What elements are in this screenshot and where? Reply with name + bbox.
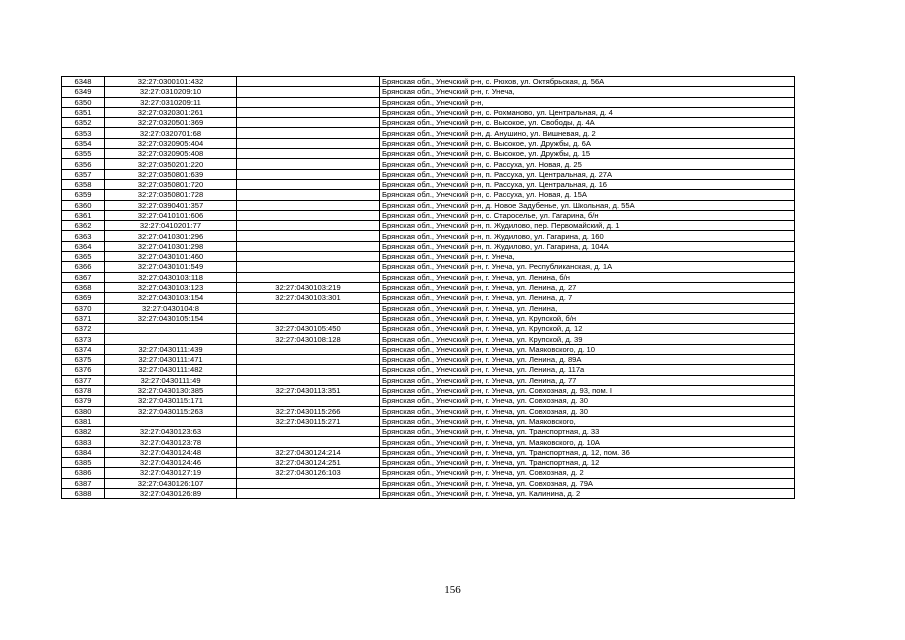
address-cell: Брянская обл., Унечский р-н, г. Унеча, ул. Совхозная, д. 30 [380,396,795,406]
address-cell: Брянская обл., Унечский р-н, г. Унеча, ул. Ленина, д. 27 [380,282,795,292]
secondary-cadastral-number-cell [237,272,380,282]
row-number-cell: 6356 [62,159,105,169]
cadastral-number-cell [105,324,237,334]
secondary-cadastral-number-cell: 32:27:0430124:251 [237,457,380,467]
cadastral-number-cell: 32:27:0300101:432 [105,77,237,87]
table-row [62,149,795,159]
table-row [62,396,795,406]
row-number-cell: 6365 [62,252,105,262]
row-number-cell: 6387 [62,478,105,488]
row-number-cell: 6381 [62,416,105,426]
secondary-cadastral-number-cell [237,437,380,447]
address-cell: Брянская обл., Унечский р-н, п. Рассуха, ул. Центральная, д. 16 [380,179,795,189]
row-number-cell: 6366 [62,262,105,272]
secondary-cadastral-number-cell [237,159,380,169]
cadastral-number-cell: 32:27:0410201:77 [105,221,237,231]
table-row [62,210,795,220]
secondary-cadastral-number-cell [237,375,380,385]
table-row [62,488,795,498]
row-number-cell: 6386 [62,468,105,478]
row-number-cell: 6350 [62,97,105,107]
secondary-cadastral-number-cell [237,169,380,179]
row-number-cell: 6380 [62,406,105,416]
table-row [62,334,795,344]
row-number-cell: 6352 [62,118,105,128]
table-row [62,313,795,323]
table-row [62,118,795,128]
table-row [62,169,795,179]
cadastral-number-cell: 32:27:0430124:46 [105,457,237,467]
row-number-cell: 6363 [62,231,105,241]
cadastral-number-cell: 32:27:0350801:728 [105,190,237,200]
cadastral-number-cell: 32:27:0430103:123 [105,282,237,292]
row-number-cell: 6385 [62,457,105,467]
cadastral-number-cell: 32:27:0430127:19 [105,468,237,478]
table-row [62,97,795,107]
table-row [62,437,795,447]
table-row [62,200,795,210]
row-number-cell: 6369 [62,293,105,303]
cadastral-number-cell: 32:27:0430123:63 [105,427,237,437]
cadastral-number-cell: 32:27:0430111:49 [105,375,237,385]
table-row [62,468,795,478]
table-row [62,252,795,262]
address-cell: Брянская обл., Унечский р-н, г. Унеча, [380,252,795,262]
secondary-cadastral-number-cell [237,97,380,107]
registry-table [61,76,795,499]
cadastral-number-cell: 32:27:0430111:439 [105,344,237,354]
table-row [62,416,795,426]
table-row [62,324,795,334]
cadastral-number-cell: 32:27:0430124:48 [105,447,237,457]
cadastral-number-cell: 32:27:0410301:298 [105,241,237,251]
table-row [62,138,795,148]
address-cell: Брянская обл., Унечский р-н, с. Рохманово, ул. Центральная, д. 4 [380,107,795,117]
secondary-cadastral-number-cell [237,77,380,87]
row-number-cell: 6371 [62,313,105,323]
table-row [62,87,795,97]
table-row [62,293,795,303]
secondary-cadastral-number-cell [237,149,380,159]
row-number-cell: 6353 [62,128,105,138]
cadastral-number-cell: 32:27:0320905:404 [105,138,237,148]
cadastral-number-cell: 32:27:0350201:220 [105,159,237,169]
table-row [62,385,795,395]
table-row [62,355,795,365]
row-number-cell: 6348 [62,77,105,87]
cadastral-number-cell: 32:27:0430123:78 [105,437,237,447]
address-cell: Брянская обл., Унечский р-н, [380,97,795,107]
row-number-cell: 6382 [62,427,105,437]
cadastral-number-cell: 32:27:0430130:385 [105,385,237,395]
secondary-cadastral-number-cell: 32:27:0430108:128 [237,334,380,344]
cadastral-number-cell: 32:27:0430115:263 [105,406,237,416]
cadastral-number-cell [105,334,237,344]
address-cell: Брянская обл., Унечский р-н, с. Рассуха, ул. Новая, д. 15А [380,190,795,200]
table-row [62,272,795,282]
secondary-cadastral-number-cell [237,427,380,437]
address-cell: Брянская обл., Унечский р-н, г. Унеча, ул. Совхозная, д. 30 [380,406,795,416]
table-row [62,221,795,231]
secondary-cadastral-number-cell [237,303,380,313]
cadastral-number-cell: 32:27:0410301:296 [105,231,237,241]
cadastral-number-cell: 32:27:0430101:460 [105,252,237,262]
row-number-cell: 6367 [62,272,105,282]
row-number-cell: 6351 [62,107,105,117]
cadastral-number-cell: 32:27:0430101:549 [105,262,237,272]
table-row [62,282,795,292]
secondary-cadastral-number-cell [237,221,380,231]
address-cell: Брянская обл., Унечский р-н, д. Анушино, ул. Вишневая, д. 2 [380,128,795,138]
cadastral-number-cell [105,416,237,426]
cadastral-number-cell: 32:27:0430103:154 [105,293,237,303]
cadastral-number-cell: 32:27:0430126:107 [105,478,237,488]
row-number-cell: 6358 [62,179,105,189]
address-cell: Брянская обл., Унечский р-н, г. Унеча, ул. Ленина, б/н [380,272,795,282]
registry-table-body [62,77,795,499]
row-number-cell: 6354 [62,138,105,148]
cadastral-number-cell: 32:27:0390401:357 [105,200,237,210]
secondary-cadastral-number-cell [237,128,380,138]
address-cell: Брянская обл., Унечский р-н, г. Унеча, ул. Ленина, д. 7 [380,293,795,303]
address-cell: Брянская обл., Унечский р-н, г. Унеча, ул. Транспортная, д. 12, пом. 36 [380,447,795,457]
secondary-cadastral-number-cell [237,210,380,220]
address-cell: Брянская обл., Унечский р-н, с. Староселье, ул. Гагарина, б/н [380,210,795,220]
secondary-cadastral-number-cell [237,241,380,251]
table-row [62,77,795,87]
address-cell: Брянская обл., Унечский р-н, г. Унеча, ул. Транспортная, д. 12 [380,457,795,467]
row-number-cell: 6359 [62,190,105,200]
address-cell: Брянская обл., Унечский р-н, с. Высокое, ул. Дружбы, д. 6А [380,138,795,148]
row-number-cell: 6349 [62,87,105,97]
cadastral-number-cell: 32:27:0350801:639 [105,169,237,179]
secondary-cadastral-number-cell [237,344,380,354]
secondary-cadastral-number-cell: 32:27:0430126:103 [237,468,380,478]
row-number-cell: 6361 [62,210,105,220]
page-number: 156 [444,584,461,596]
secondary-cadastral-number-cell [237,488,380,498]
row-number-cell: 6375 [62,355,105,365]
row-number-cell: 6384 [62,447,105,457]
cadastral-number-cell: 32:27:0320905:408 [105,149,237,159]
address-cell: Брянская обл., Унечский р-н, г. Унеча, ул. Республиканская, д. 1А [380,262,795,272]
secondary-cadastral-number-cell [237,355,380,365]
address-cell: Брянская обл., Унечский р-н, г. Унеча, ул. Ленина, д. 89А [380,355,795,365]
secondary-cadastral-number-cell: 32:27:0430103:301 [237,293,380,303]
cadastral-number-cell: 32:27:0320501:369 [105,118,237,128]
address-cell: Брянская обл., Унечский р-н, п. Жудилово, ул. Гагарина, д. 160 [380,231,795,241]
secondary-cadastral-number-cell: 32:27:0430124:214 [237,447,380,457]
cadastral-number-cell: 32:27:0310209:10 [105,87,237,97]
address-cell: Брянская обл., Унечский р-н, п. Рассуха, ул. Центральная, д. 27А [380,169,795,179]
table-row [62,375,795,385]
secondary-cadastral-number-cell [237,87,380,97]
secondary-cadastral-number-cell [237,478,380,488]
cadastral-number-cell: 32:27:0430103:118 [105,272,237,282]
row-number-cell: 6368 [62,282,105,292]
cadastral-number-cell: 32:27:0430111:471 [105,355,237,365]
table-row [62,159,795,169]
table-row [62,447,795,457]
secondary-cadastral-number-cell [237,179,380,189]
secondary-cadastral-number-cell: 32:27:0430115:266 [237,406,380,416]
secondary-cadastral-number-cell [237,107,380,117]
secondary-cadastral-number-cell [237,190,380,200]
address-cell: Брянская обл., Унечский р-н, г. Унеча, ул. Калинина, д. 2 [380,488,795,498]
secondary-cadastral-number-cell [237,200,380,210]
secondary-cadastral-number-cell: 32:27:0430115:271 [237,416,380,426]
table-row [62,262,795,272]
secondary-cadastral-number-cell [237,118,380,128]
secondary-cadastral-number-cell: 32:27:0430103:219 [237,282,380,292]
address-cell: Брянская обл., Унечский р-н, г. Унеча, ул. Совхозная, д. 2 [380,468,795,478]
table-row [62,190,795,200]
address-cell: Брянская обл., Унечский р-н, д. Новое Задубенье, ул. Школьная, д. 55А [380,200,795,210]
secondary-cadastral-number-cell: 32:27:0430105:450 [237,324,380,334]
address-cell: Брянская обл., Унечский р-н, г. Унеча, ул. Совхозная, д. 79А [380,478,795,488]
table-row [62,478,795,488]
cadastral-number-cell: 32:27:0350801:720 [105,179,237,189]
address-cell: Брянская обл., Унечский р-н, г. Унеча, ул. Крупской, д. 12 [380,324,795,334]
cadastral-number-cell: 32:27:0430105:154 [105,313,237,323]
cadastral-number-cell: 32:27:0430126:89 [105,488,237,498]
table-row [62,344,795,354]
cadastral-number-cell: 32:27:0320701:68 [105,128,237,138]
address-cell: Брянская обл., Унечский р-н, с. Высокое, ул. Свободы, д. 4А [380,118,795,128]
row-number-cell: 6370 [62,303,105,313]
address-cell: Брянская обл., Унечский р-н, п. Жудилово, ул. Гагарина, д. 104А [380,241,795,251]
row-number-cell: 6378 [62,385,105,395]
table-row [62,179,795,189]
row-number-cell: 6362 [62,221,105,231]
row-number-cell: 6374 [62,344,105,354]
address-cell: Брянская обл., Унечский р-н, г. Унеча, ул. Транспортная, д. 33 [380,427,795,437]
secondary-cadastral-number-cell [237,231,380,241]
table-row [62,128,795,138]
table-row [62,457,795,467]
address-cell: Брянская обл., Унечский р-н, с. Высокое, ул. Дружбы, д. 15 [380,149,795,159]
cadastral-number-cell: 32:27:0430111:482 [105,365,237,375]
address-cell: Брянская обл., Унечский р-н, г. Унеча, [380,87,795,97]
address-cell: Брянская обл., Унечский р-н, г. Унеча, ул. Ленина, [380,303,795,313]
table-row [62,427,795,437]
row-number-cell: 6379 [62,396,105,406]
address-cell: Брянская обл., Унечский р-н, п. Жудилово, пер. Первомайский, д. 1 [380,221,795,231]
secondary-cadastral-number-cell [237,138,380,148]
secondary-cadastral-number-cell [237,365,380,375]
table-row [62,303,795,313]
row-number-cell: 6383 [62,437,105,447]
table-row [62,365,795,375]
row-number-cell: 6355 [62,149,105,159]
address-cell: Брянская обл., Унечский р-н, с. Рассуха, ул. Новая, д. 25 [380,159,795,169]
row-number-cell: 6377 [62,375,105,385]
address-cell: Брянская обл., Унечский р-н, г. Унеча, ул. Маяковского, д. 10 [380,344,795,354]
cadastral-number-cell: 32:27:0430115:171 [105,396,237,406]
row-number-cell: 6388 [62,488,105,498]
address-cell: Брянская обл., Унечский р-н, г. Унеча, ул. Маяковского, [380,416,795,426]
cadastral-number-cell: 32:27:0320301:261 [105,107,237,117]
address-cell: Брянская обл., Унечский р-н, г. Унеча, ул. Маяковского, д. 10А [380,437,795,447]
secondary-cadastral-number-cell: 32:27:0430113:351 [237,385,380,395]
address-cell: Брянская обл., Унечский р-н, г. Унеча, ул. Совхозная, д. 93, пом. I [380,385,795,395]
cadastral-number-cell: 32:27:0430104:8 [105,303,237,313]
cadastral-number-cell: 32:27:0410101:606 [105,210,237,220]
row-number-cell: 6373 [62,334,105,344]
secondary-cadastral-number-cell [237,252,380,262]
table-row [62,231,795,241]
cadastral-number-cell: 32:27:0310209:11 [105,97,237,107]
row-number-cell: 6372 [62,324,105,334]
table-row [62,406,795,416]
row-number-cell: 6360 [62,200,105,210]
secondary-cadastral-number-cell [237,262,380,272]
row-number-cell: 6364 [62,241,105,251]
table-row [62,107,795,117]
row-number-cell: 6376 [62,365,105,375]
address-cell: Брянская обл., Унечский р-н, г. Унеча, ул. Ленина, д. 77 [380,375,795,385]
address-cell: Брянская обл., Унечский р-н, с. Рюхов, ул. Октябрьская, д. 56А [380,77,795,87]
address-cell: Брянская обл., Унечский р-н, г. Унеча, ул. Крупской, б/н [380,313,795,323]
secondary-cadastral-number-cell [237,396,380,406]
table-row [62,241,795,251]
row-number-cell: 6357 [62,169,105,179]
address-cell: Брянская обл., Унечский р-н, г. Унеча, ул. Ленина, д. 117а [380,365,795,375]
address-cell: Брянская обл., Унечский р-н, г. Унеча, ул. Крупской, д. 39 [380,334,795,344]
secondary-cadastral-number-cell [237,313,380,323]
